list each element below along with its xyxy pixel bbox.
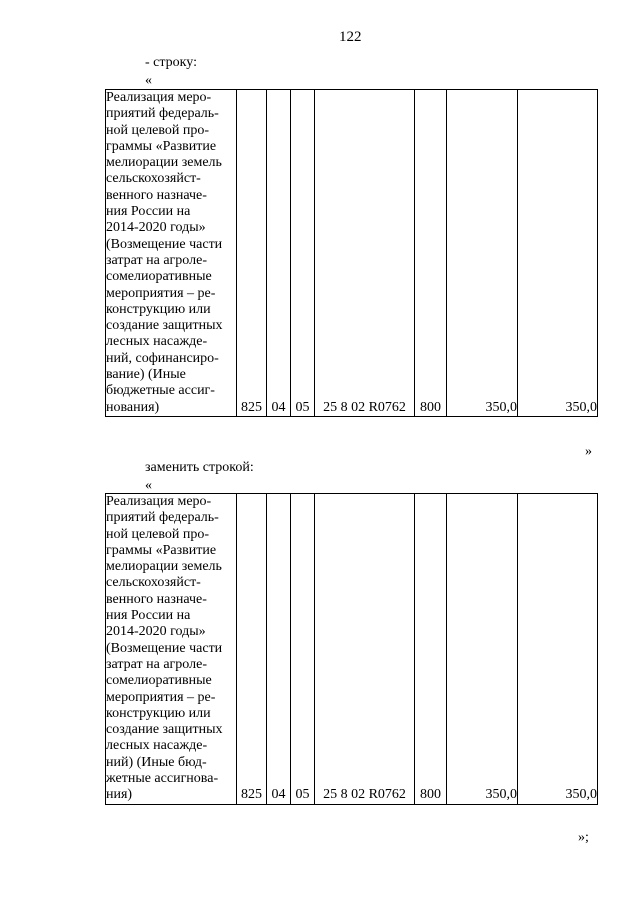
old-row-amount-2: 350,0 xyxy=(518,90,598,417)
new-row-ministry: 825 xyxy=(237,494,267,805)
close-quote-2: »; xyxy=(578,830,589,845)
new-row-name: Реализация меро- приятий федераль- ной целевой про- граммы «Развитие мелиорации земель сельскохозяйст- венного назначе- ния России на 2014-2020 годы» (Возмещение части затрат на агроле- сомелиоративные мероприятия – ре- конструкцию или создание защитных лесных насажде- ний) (Иные бюд- жетные ассигнова- ния) xyxy=(106,494,237,805)
new-row-table xyxy=(105,493,598,805)
old-row-amount-1: 350,0 xyxy=(447,90,518,417)
new-row-target-article: 25 8 02 R0762 xyxy=(315,494,415,805)
close-quote-1: » xyxy=(585,444,592,459)
new-table-row xyxy=(106,494,598,805)
old-row-expense-type: 800 xyxy=(415,90,447,417)
open-quote-2: « xyxy=(145,478,152,493)
old-row-section: 04 xyxy=(267,90,291,417)
intro-label: - строку: xyxy=(145,55,197,70)
new-row-section: 04 xyxy=(267,494,291,805)
old-row-target-article: 25 8 02 R0762 xyxy=(315,90,415,417)
new-row-subsection: 05 xyxy=(291,494,315,805)
open-quote-1: « xyxy=(145,73,152,88)
old-row-table xyxy=(105,89,598,417)
old-row-name: Реализация меро- приятий федераль- ной целевой про- граммы «Развитие мелиорации земель сельскохозяйст- венного назначе- ния России на 2014-2020 годы» (Возмещение части затрат на агроле- сомелиоративные мероприятия – ре- конструкцию или создание защитных лесных насажде- ний, софинансиро- вание) (Иные бюджетные ассиг- нования) xyxy=(106,90,237,417)
old-table-row xyxy=(106,90,598,417)
page-number: 122 xyxy=(339,29,362,45)
new-row-amount-1: 350,0 xyxy=(447,494,518,805)
old-row-subsection: 05 xyxy=(291,90,315,417)
new-row-amount-2: 350,0 xyxy=(518,494,598,805)
new-row-expense-type: 800 xyxy=(415,494,447,805)
replace-label: заменить строкой: xyxy=(145,460,254,475)
old-row-ministry: 825 xyxy=(237,90,267,417)
